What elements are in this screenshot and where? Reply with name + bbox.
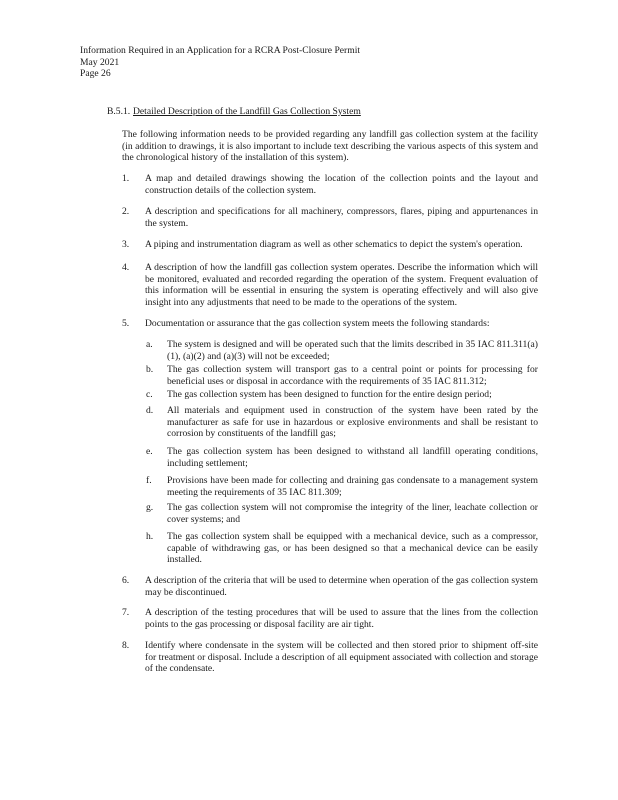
- list-item-text: Documentation or assurance that the gas collection system meets the following standards:: [145, 318, 490, 329]
- sub-list-item-text: Provisions have been made for collecting and draining gas condensate to a management system meeting the requirements of 35 IAC 811.309;: [167, 475, 538, 498]
- list-item-number: 7.: [122, 607, 130, 618]
- sub-list-item-text: The gas collection system will transport gas to a central point or points for processing for beneficial uses or disposal in accordance with the requirements of 35 IAC 811.312;: [167, 364, 538, 387]
- list-item-number: 4.: [122, 262, 130, 273]
- sub-list-item-letter: c.: [146, 389, 153, 400]
- list-item-text: A description and specifications for all machinery, compressors, flares, piping and appurtenances in the system.: [145, 206, 538, 229]
- sub-list-item-letter: d.: [146, 405, 154, 416]
- sub-list-item-text: All materials and equipment used in construction of the system have been rated by the manufacturer as safe for use in hazardous or explosive environments and shall be resistant to corrosion by constituents of the landfill gas;: [167, 405, 538, 439]
- sub-list-item-letter: a.: [146, 339, 153, 350]
- list-item-number: 2.: [122, 206, 130, 217]
- header-title: Information Required in an Application for a RCRA Post-Closure Permit: [80, 45, 361, 56]
- sub-list-item-text: The gas collection system has been designed to withstand all landfill operating conditions, including settlement;: [167, 446, 538, 469]
- sub-list-item-letter: h.: [146, 531, 154, 542]
- list-item-number: 3.: [122, 239, 130, 250]
- list-item-text: A map and detailed drawings showing the location of the collection points and the layout and construction details of the collection system.: [145, 173, 538, 196]
- list-item-text: A description of the criteria that will be used to determine when operation of the gas collection system may be discontinued.: [145, 575, 538, 598]
- list-item-text: A piping and instrumentation diagram as well as other schematics to depict the system's operation.: [145, 239, 523, 250]
- sub-list-item-text: The system is designed and will be operated such that the limits described in 35 IAC 811.311(a)(1), (a)(2) and (a)(3) will not be exceeded;: [167, 339, 538, 362]
- sub-list-item-text: The gas collection system shall be equipped with a mechanical device, such as a compressor, capable of withdrawing gas, or has been designed so that a mechanical device can be easily installed.: [167, 531, 538, 565]
- header-page-number: Page 26: [80, 68, 111, 79]
- list-item-number: 1.: [122, 173, 130, 184]
- list-item-text: A description of the testing procedures that will be used to assure that the lines from the collection points to the gas processing or disposal facility are air tight.: [145, 607, 538, 630]
- sub-list-item-text: The gas collection system has been designed to function for the entire design period;: [167, 389, 492, 400]
- sub-list-item-letter: f.: [146, 475, 152, 486]
- list-item-text: Identify where condensate in the system will be collected and then stored prior to shipment off-site for treatment or disposal. Include a description of all equipment associated with collection and storage of the condensate.: [145, 640, 538, 674]
- section-title: Detailed Description of the Landfill Gas Collection System: [133, 106, 361, 117]
- section-intro: The following information needs to be provided regarding any landfill gas collection system at the facility (in addition to drawings, it is also important to include text describing the various aspects of this system and the chronological history of the installation of this system).: [122, 129, 538, 163]
- section-heading: [107, 106, 361, 118]
- sub-list-item-letter: e.: [146, 446, 153, 457]
- list-item-text: A description of how the landfill gas collection system operates. Describe the information which will be monitored, evaluated and recorded regarding the operation of the system. Frequent evaluation of this information will be essential in ensuring the system is operating effectively and will also give insight into any adjustments that need to be made to the operations of the system.: [145, 262, 538, 308]
- sub-list-item-letter: b.: [146, 364, 154, 375]
- sub-list-item-text: The gas collection system will not compromise the integrity of the liner, leachate collection or cover systems; and: [167, 502, 538, 525]
- sub-list-item-letter: g.: [146, 502, 154, 513]
- list-item-number: 8.: [122, 640, 130, 651]
- list-item-number: 5.: [122, 318, 130, 329]
- section-number: B.5.1.: [107, 106, 131, 117]
- header-date: May 2021: [80, 56, 120, 68]
- list-item-number: 6.: [122, 575, 130, 586]
- page-header: [80, 45, 360, 80]
